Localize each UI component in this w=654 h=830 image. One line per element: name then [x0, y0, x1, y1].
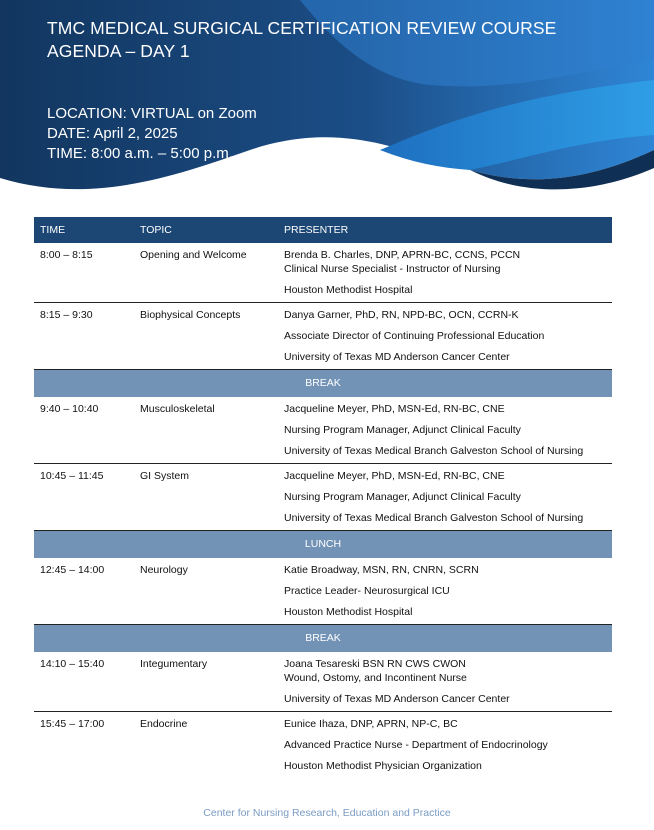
presenter-title: Advanced Practice Nurse - Department of Endocrinology	[284, 739, 548, 751]
session-presenter	[284, 469, 612, 525]
session-topic: Musculoskeletal	[140, 403, 215, 415]
break-row: BREAK	[34, 370, 612, 397]
presenter-organization: Houston Methodist Hospital	[284, 606, 413, 618]
header-topic: TOPIC	[140, 224, 172, 236]
session-presenter	[284, 563, 612, 619]
session-topic: Integumentary	[140, 658, 208, 670]
title-line-2: AGENDA – DAY 1	[47, 41, 190, 61]
time-text: TIME: 8:00 a.m. – 5:00 p.m.	[47, 145, 233, 162]
session-presenter	[284, 657, 612, 706]
presenter-name: Joana Tesareski BSN RN CWS CWON	[284, 658, 466, 670]
presenter-organization: Houston Methodist Hospital	[284, 284, 413, 296]
location-text: LOCATION: VIRTUAL on Zoom	[47, 105, 257, 122]
table-row	[34, 243, 612, 303]
presenter-organization: Houston Methodist Physician Organization	[284, 760, 482, 772]
presenter-title: Clinical Nurse Specialist - Instructor of Nursing	[284, 263, 501, 275]
presenter-organization: University of Texas Medical Branch Galveston School of Nursing	[284, 445, 584, 457]
presenter-name: Eunice Ihaza, DNP, APRN, NP-C, BC	[284, 718, 458, 730]
presenter-organization: University of Texas MD Anderson Cancer Center	[284, 351, 510, 363]
session-topic: Opening and Welcome	[140, 249, 247, 261]
session-time: 8:15 – 9:30	[40, 309, 93, 321]
session-time: 12:45 – 14:00	[40, 564, 105, 576]
presenter-title: Nursing Program Manager, Adjunct Clinical Faculty	[284, 424, 521, 436]
lunch-row: LUNCH	[34, 531, 612, 558]
presenter-organization: University of Texas Medical Branch Galveston School of Nursing	[284, 512, 584, 524]
presenter-name: Katie Broadway, MSN, RN, CNRN, SCRN	[284, 564, 479, 576]
title-line-1: TMC MEDICAL SURGICAL CERTIFICATION REVIEW COURSE	[47, 18, 557, 38]
table-row	[34, 464, 612, 531]
presenter-title: Practice Leader- Neurosurgical ICU	[284, 585, 450, 597]
presenter-title: Wound, Ostomy, and Incontinent Nurse	[284, 672, 467, 684]
table-row	[34, 397, 612, 464]
agenda-table	[34, 217, 612, 778]
presenter-title: Associate Director of Continuing Professional Education	[284, 330, 545, 342]
session-topic: Neurology	[140, 564, 188, 576]
presenter-title: Nursing Program Manager, Adjunct Clinical Faculty	[284, 491, 521, 503]
presenter-name: Jacqueline Meyer, PhD, MSN-Ed, RN-BC, CNE	[284, 403, 505, 415]
presenter-organization: University of Texas MD Anderson Cancer Center	[284, 693, 510, 705]
session-topic: Biophysical Concepts	[140, 309, 241, 321]
presenter-name: Jacqueline Meyer, PhD, MSN-Ed, RN-BC, CNE	[284, 470, 505, 482]
event-info	[47, 104, 257, 164]
table-row	[34, 303, 612, 370]
header-banner	[0, 0, 654, 205]
session-presenter	[284, 248, 612, 297]
presenter-name: Brenda B. Charles, DNP, APRN-BC, CCNS, PCCN	[284, 249, 521, 261]
footer-text: Center for Nursing Research, Education and Practice	[203, 807, 451, 819]
document-title	[47, 17, 556, 63]
session-topic: Endocrine	[140, 718, 188, 730]
table-header	[34, 217, 612, 243]
session-time: 10:45 – 11:45	[40, 470, 104, 482]
session-presenter	[284, 308, 612, 364]
session-topic: GI System	[140, 470, 190, 482]
session-presenter	[284, 402, 612, 458]
table-row	[34, 712, 612, 778]
presenter-name: Danya Garner, PhD, RN, NPD-BC, OCN, CCRN-K	[284, 309, 519, 321]
header-presenter: PRESENTER	[284, 224, 349, 236]
session-presenter	[284, 717, 612, 773]
break-row: BREAK	[34, 625, 612, 652]
session-time: 8:00 – 8:15	[40, 249, 93, 261]
session-time: 15:45 – 17:00	[40, 718, 105, 730]
header-time: TIME	[40, 224, 66, 236]
session-time: 9:40 – 10:40	[40, 403, 99, 415]
table-row	[34, 652, 612, 712]
date-text: DATE: April 2, 2025	[47, 125, 178, 142]
table-row	[34, 558, 612, 625]
session-time: 14:10 – 15:40	[40, 658, 105, 670]
